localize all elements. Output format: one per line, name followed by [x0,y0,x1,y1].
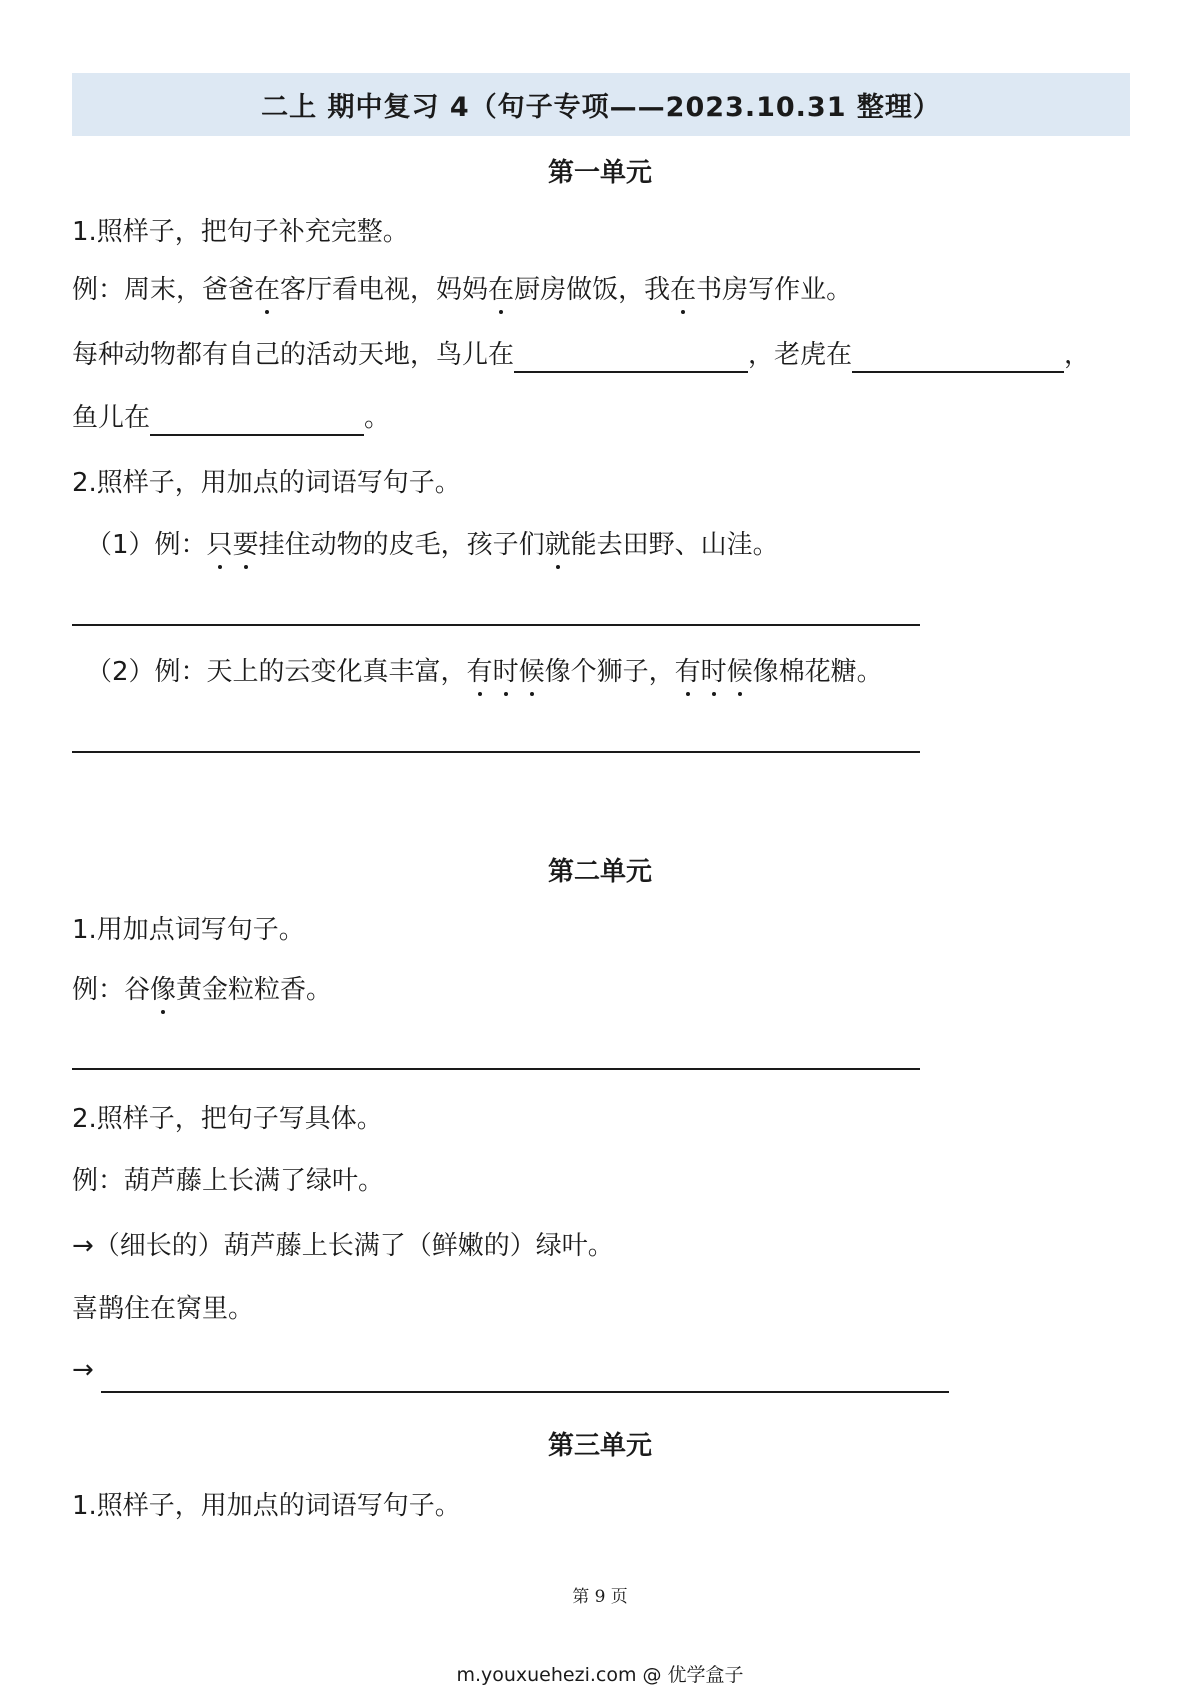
example-text: （1）例： [86,530,207,560]
site-watermark: m.youxuehezi.com @ 优学盒子 [456,1664,744,1686]
unit-1-q2-1-example [86,527,779,563]
dotted-word: 就 [545,527,571,563]
dotted-word: 候 [727,654,753,690]
fill-text: 鱼儿在 [72,403,151,433]
fill-text: ， [1064,340,1091,370]
example-text: （2）例：天上的云变化真丰富， [86,657,467,687]
page-number: 第 9 页 [572,1587,628,1607]
dotted-word: 时 [493,654,519,690]
example-text: 例：周末，爸爸 [72,275,255,305]
unit-2-q2-arrow-example: →（细长的）葫芦藤上长满了（鲜嫩的）绿叶。 [72,1231,614,1261]
answer-line-unit-2-q2[interactable] [101,1391,949,1393]
dotted-word: 要 [233,527,259,563]
unit-2-q2-example: 例：葫芦藤上长满了绿叶。 [72,1166,385,1196]
unit-2-heading: 第二单元 [547,857,652,887]
answer-line-unit-2-q1[interactable] [72,1068,920,1070]
unit-1-q2-2-example [86,654,883,690]
dotted-word: 在 [670,272,696,308]
example-text: 厨房做饭，我 [514,275,671,305]
fill-blank-fish[interactable] [150,404,364,436]
unit-3-heading: 第三单元 [547,1431,652,1461]
unit-1-q1-fill-line-2 [72,400,390,436]
example-text: 挂住动物的皮毛，孩子们 [258,530,545,560]
example-text: 例：谷 [72,975,151,1005]
fill-blank-tigers[interactable] [852,341,1064,373]
unit-1-q2-prompt: 2.照样子，用加点的词语写句子。 [72,468,461,498]
dotted-word: 时 [701,654,727,690]
unit-1-heading: 第一单元 [547,158,652,188]
unit-1-q1-fill-line-1 [72,337,1090,373]
dotted-word: 有 [675,654,701,690]
unit-2-q2-arrow: → [72,1355,94,1385]
unit-2-q1-example [72,972,332,1008]
unit-2-q2-task: 喜鹊住在窝里。 [72,1294,255,1324]
example-text: 客厅看电视，妈妈 [280,275,489,305]
example-text: 像棉花糖。 [752,657,883,687]
unit-3-q1-prompt: 1.照样子，用加点的词语写句子。 [72,1491,461,1521]
example-text: 能去田野、山洼。 [570,530,779,560]
fill-text: 。 [364,403,391,433]
unit-2-q2-prompt: 2.照样子，把句子写具体。 [72,1104,383,1134]
dotted-word: 像 [150,972,176,1008]
unit-1-q1-prompt: 1.照样子，把句子补充完整。 [72,217,409,247]
dotted-word: 在 [488,272,514,308]
page-title: 二上 期中复习 4（句子专项——2023.10.31 整理） [72,73,1130,136]
dotted-word: 有 [467,654,493,690]
example-text: 黄金粒粒香。 [176,975,333,1005]
dotted-word: 候 [519,654,545,690]
dotted-word: 在 [254,272,280,308]
fill-blank-birds[interactable] [514,341,748,373]
dotted-word: 只 [207,527,233,563]
unit-1-q1-example [72,272,852,308]
answer-line-q2-1[interactable] [72,624,920,626]
fill-text: 每种动物都有自己的活动天地，鸟儿在 [72,340,515,370]
example-text: 像个狮子， [544,657,675,687]
unit-2-q1-prompt: 1.用加点词写句子。 [72,915,305,945]
example-text: 书房写作业。 [696,275,853,305]
answer-line-q2-2[interactable] [72,751,920,753]
fill-text: ，老虎在 [748,340,853,370]
